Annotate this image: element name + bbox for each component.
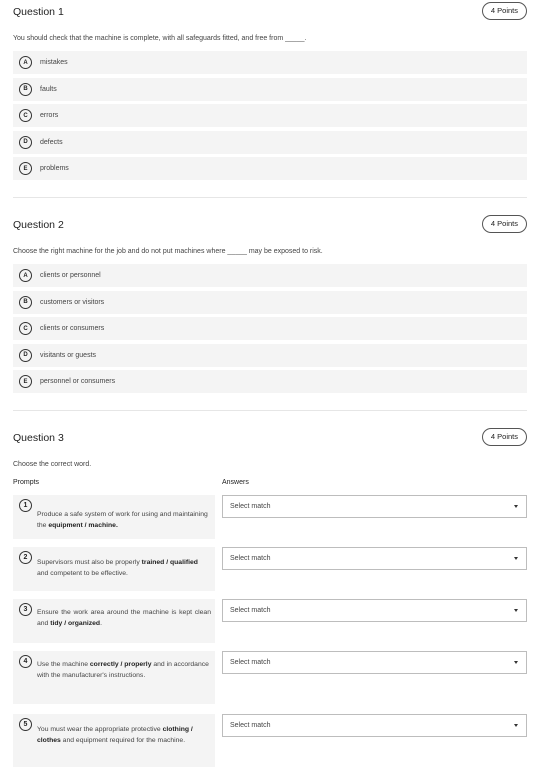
match-select-4[interactable] [222, 651, 527, 674]
select-value: Select match [230, 722, 271, 729]
question-2 [13, 215, 527, 235]
option-label: clients or consumers [40, 325, 105, 332]
select-value: Select match [230, 659, 271, 666]
option-letter: D [19, 349, 32, 362]
option-e[interactable] [13, 157, 527, 180]
question-header [13, 215, 527, 235]
option-label: visitants or guests [40, 351, 97, 359]
question-1 [13, 2, 527, 22]
question-title: Question 3 [13, 432, 64, 444]
question-prompt: Choose the correct word. [13, 461, 92, 468]
option-b[interactable] [13, 78, 527, 101]
match-select-2[interactable] [222, 547, 527, 570]
question-header [13, 2, 527, 22]
question-header [13, 428, 527, 448]
prompt-number: 4 [19, 655, 32, 668]
option-b[interactable] [13, 291, 527, 314]
option-c[interactable] [13, 317, 527, 340]
option-a[interactable] [13, 51, 527, 74]
caret-down-icon [514, 557, 518, 560]
prompt-text: Use the machine correctly / properly and in accordance with the manufacturer's instructions. [37, 661, 209, 679]
option-label: customers or visitors [40, 298, 105, 306]
option-letter: E [19, 375, 32, 388]
match-select-1[interactable] [222, 495, 527, 518]
option-letter: D [19, 136, 32, 149]
select-value: Select match [230, 555, 271, 562]
option-label: clients or personnel [40, 272, 101, 279]
caret-down-icon [514, 661, 518, 664]
question-title: Question 2 [13, 219, 64, 231]
caret-down-icon [514, 724, 518, 727]
match-select-5[interactable] [222, 714, 527, 737]
prompt-text: Produce a safe system of work for using and maintaining the equipment / machine. [37, 511, 208, 529]
answers-header: Answers [222, 479, 249, 486]
points-badge: 4 Points [482, 2, 527, 20]
options-list [13, 51, 527, 184]
option-letter: B [19, 83, 32, 96]
question-prompt: Choose the right machine for the job and do not put machines where _____ may be exposed to risk. [13, 248, 323, 255]
match-select-3[interactable] [222, 599, 527, 622]
option-label: problems [40, 165, 69, 172]
options-list [13, 264, 527, 397]
prompt-number: 5 [19, 718, 32, 731]
option-letter: C [19, 109, 32, 122]
caret-down-icon [514, 505, 518, 508]
prompt-text: Ensure the work area around the machine is kept clean and tidy / organized. [37, 609, 211, 627]
points-badge: 4 Points [482, 215, 527, 233]
option-label: personnel or consumers [40, 378, 116, 385]
option-letter: A [19, 56, 32, 69]
prompt-number: 1 [19, 499, 32, 512]
question-prompt: You should check that the machine is complete, with all safeguards fitted, and free from _____. [13, 35, 307, 42]
option-letter: B [19, 296, 32, 309]
divider [13, 197, 527, 198]
prompt-item-5 [13, 714, 215, 767]
prompt-text: Supervisors must also be properly trained / qualified and competent to be effective. [37, 559, 198, 577]
prompts-header: Prompts [13, 479, 40, 486]
points-badge: 4 Points [482, 428, 527, 446]
prompt-item-1 [13, 495, 215, 539]
caret-down-icon [514, 609, 518, 612]
select-value: Select match [230, 503, 271, 510]
prompt-item-2 [13, 547, 215, 591]
prompt-number: 2 [19, 551, 32, 564]
option-letter: A [19, 269, 32, 282]
option-label: errors [40, 112, 59, 119]
select-value: Select match [230, 607, 271, 614]
divider [13, 410, 527, 411]
option-label: defects [40, 138, 63, 146]
option-letter: E [19, 162, 32, 175]
option-d[interactable] [13, 344, 527, 367]
prompt-number: 3 [19, 603, 32, 616]
question-3 [13, 428, 527, 448]
option-label: faults [40, 85, 57, 93]
option-letter: C [19, 322, 32, 335]
prompt-item-4 [13, 651, 215, 704]
option-e[interactable] [13, 370, 527, 393]
option-label: mistakes [40, 59, 68, 66]
option-c[interactable] [13, 104, 527, 127]
question-title: Question 1 [13, 6, 64, 18]
prompt-text: You must wear the appropriate protective clothing / clothes and equipment required for the machine. [37, 726, 193, 744]
prompt-item-3 [13, 599, 215, 643]
option-a[interactable] [13, 264, 527, 287]
option-d[interactable] [13, 131, 527, 154]
